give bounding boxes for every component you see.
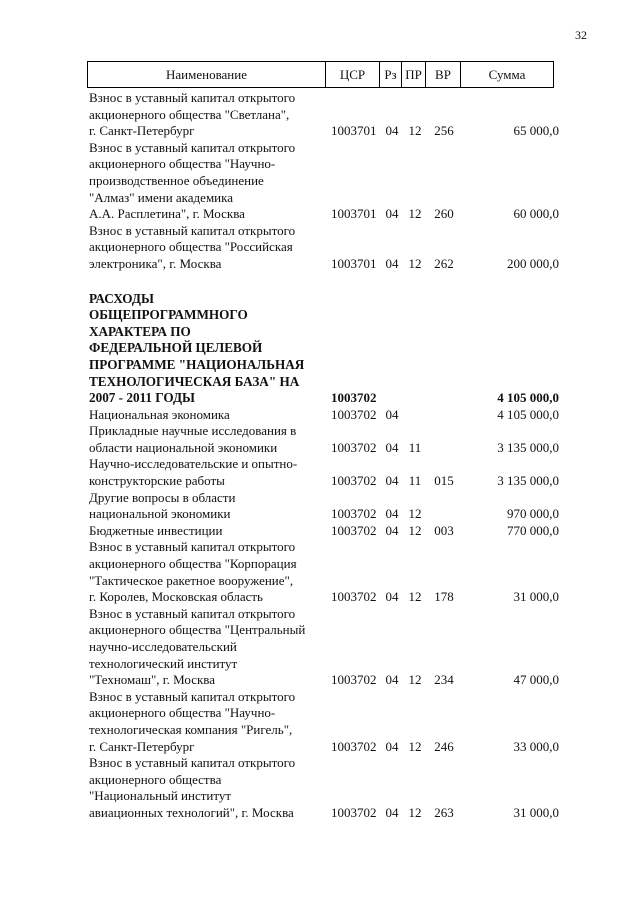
cell-name: Взнос в уставный капитал открытого акционерного общества "Российская электроника", г. Москва bbox=[89, 222, 296, 271]
cell-sum: 31 000,0 bbox=[513, 589, 559, 605]
cell-name: Взнос в уставный капитал открытого акционерного общества "Национальный институт авиационных технологий", г. Москва bbox=[89, 755, 296, 820]
cell-vr: 246 bbox=[434, 738, 454, 754]
header-pr: ПР bbox=[402, 62, 426, 87]
cell-pr: 12 bbox=[408, 206, 422, 222]
cell-csr: 1003702 bbox=[331, 738, 377, 754]
cell-vr bbox=[427, 291, 461, 407]
table-row bbox=[89, 606, 559, 689]
table-row bbox=[89, 755, 559, 821]
cell-sum: 47 000,0 bbox=[513, 672, 559, 688]
cell-pr: 11 bbox=[408, 473, 422, 489]
cell-csr: 1003702 bbox=[331, 406, 377, 422]
cell-rz: 04 bbox=[385, 406, 399, 422]
cell-pr: 12 bbox=[408, 506, 422, 522]
cell-vr: 003 bbox=[434, 522, 454, 538]
cell-sum: 970 000,0 bbox=[507, 506, 559, 522]
cell-vr: 260 bbox=[434, 206, 454, 222]
cell-rz: 04 bbox=[385, 672, 399, 688]
row-spacer bbox=[89, 273, 559, 291]
cell-name: Взнос в уставный капитал открытого акционерного общества "Светлана", г. Санкт-Петербург bbox=[89, 90, 296, 139]
cell-sum: 200 000,0 bbox=[507, 255, 559, 271]
cell-rz: 04 bbox=[385, 206, 399, 222]
cell-rz: 04 bbox=[385, 589, 399, 605]
cell-name: Взнос в уставный капитал открытого акционерного общества "Научно- производственное объединение "Алмаз" имени академика А.А. Расплетина", г. Москва bbox=[89, 139, 296, 222]
cell-name: Бюджетные инвестиции bbox=[89, 522, 223, 538]
table-row bbox=[89, 423, 559, 456]
table-row bbox=[89, 689, 559, 755]
cell-name: Взнос в уставный капитал открытого акционерного общества "Центральный научно-исследовательский технологический институт "Техномаш", г. Москва bbox=[89, 605, 306, 688]
header-vr: ВР bbox=[426, 62, 461, 87]
cell-csr: 1003701 bbox=[331, 123, 377, 139]
cell-rz: 04 bbox=[385, 439, 399, 455]
cell-vr: 262 bbox=[434, 255, 454, 271]
cell-sum: 3 135 000,0 bbox=[497, 439, 559, 455]
cell-sum: 770 000,0 bbox=[507, 522, 559, 538]
table-row bbox=[89, 90, 559, 140]
cell-pr bbox=[403, 291, 427, 407]
cell-csr: 1003702 bbox=[331, 522, 377, 538]
header-rz: Рз bbox=[380, 62, 402, 87]
cell-rz: 04 bbox=[385, 738, 399, 754]
cell-vr: 178 bbox=[434, 589, 454, 605]
cell-rz: 04 bbox=[385, 804, 399, 820]
cell-pr bbox=[403, 407, 427, 424]
cell-sum: 3 135 000,0 bbox=[497, 473, 559, 489]
cell-csr: 1003701 bbox=[331, 255, 377, 271]
cell-sum: 4 105 000,0 bbox=[497, 390, 559, 406]
budget-table bbox=[89, 90, 559, 822]
cell-name: Другие вопросы в области национальной экономики bbox=[89, 489, 236, 522]
header-name: Наименование bbox=[88, 62, 326, 87]
cell-vr: 263 bbox=[434, 804, 454, 820]
cell-rz bbox=[381, 291, 403, 407]
cell-csr: 1003702 bbox=[331, 589, 377, 605]
cell-name: Прикладные научные исследования в области национальной экономики bbox=[89, 423, 297, 455]
cell-vr bbox=[427, 407, 461, 424]
table-row bbox=[89, 456, 559, 489]
cell-sum: 65 000,0 bbox=[513, 123, 559, 139]
table-header bbox=[87, 61, 554, 88]
cell-vr: 234 bbox=[434, 672, 454, 688]
cell-pr: 12 bbox=[408, 589, 422, 605]
cell-name: Взнос в уставный капитал открытого акционерного общества "Корпорация "Тактическое ракетное вооружение", г. Королев, Московская область bbox=[89, 539, 297, 605]
cell-pr: 12 bbox=[408, 123, 422, 139]
header-csr: ЦСР bbox=[326, 62, 380, 87]
cell-sum: 4 105 000,0 bbox=[497, 406, 559, 422]
cell-csr: 1003702 bbox=[331, 473, 377, 489]
cell-sum: 31 000,0 bbox=[513, 804, 559, 820]
cell-csr: 1003702 bbox=[331, 804, 377, 820]
cell-csr: 1003701 bbox=[331, 206, 377, 222]
cell-vr: 015 bbox=[434, 473, 454, 489]
cell-name: Национальная экономика bbox=[89, 406, 230, 422]
cell-pr: 11 bbox=[408, 439, 422, 455]
cell-sum: 33 000,0 bbox=[513, 738, 559, 754]
page-number: 32 bbox=[575, 28, 587, 42]
cell-name: Взнос в уставный капитал открытого акционерного общества "Научно- технологическая компания "Ригель", г. Санкт-Петербург bbox=[89, 688, 296, 754]
cell-rz: 04 bbox=[385, 522, 399, 538]
cell-rz: 04 bbox=[385, 255, 399, 271]
header-sum: Сумма bbox=[488, 66, 526, 82]
cell-rz: 04 bbox=[385, 473, 399, 489]
cell-vr: 256 bbox=[434, 123, 454, 139]
cell-name: Научно-исследовательские и опытно- конструкторские работы bbox=[89, 456, 298, 489]
cell-pr: 12 bbox=[408, 522, 422, 538]
cell-rz: 04 bbox=[385, 123, 399, 139]
cell-pr: 12 bbox=[408, 672, 422, 688]
table-row bbox=[89, 140, 559, 223]
cell-vr bbox=[427, 423, 461, 456]
table-row bbox=[89, 291, 559, 407]
cell-csr: 1003702 bbox=[331, 672, 377, 688]
cell-vr bbox=[427, 490, 461, 523]
cell-name: РАСХОДЫ ОБЩЕПРОГРАММНОГО ХАРАКТЕРА ПО ФЕДЕРАЛЬНОЙ ЦЕЛЕВОЙ ПРОГРАММЕ "НАЦИОНАЛЬНАЯ ТЕХНОЛОГИЧЕСКАЯ БАЗА" НА 2007 - 2011 ГОДЫ bbox=[89, 290, 305, 406]
cell-sum: 60 000,0 bbox=[513, 206, 559, 222]
table-row bbox=[89, 223, 559, 273]
cell-pr: 12 bbox=[408, 255, 422, 271]
cell-pr: 12 bbox=[408, 804, 422, 820]
cell-pr: 12 bbox=[408, 738, 422, 754]
table-row bbox=[89, 539, 559, 605]
table-row bbox=[89, 490, 559, 523]
cell-rz: 04 bbox=[385, 506, 399, 522]
cell-csr: 1003702 bbox=[331, 439, 377, 455]
table-row bbox=[89, 523, 559, 540]
cell-csr: 1003702 bbox=[331, 390, 377, 406]
cell-csr: 1003702 bbox=[331, 506, 377, 522]
table-row bbox=[89, 407, 559, 424]
